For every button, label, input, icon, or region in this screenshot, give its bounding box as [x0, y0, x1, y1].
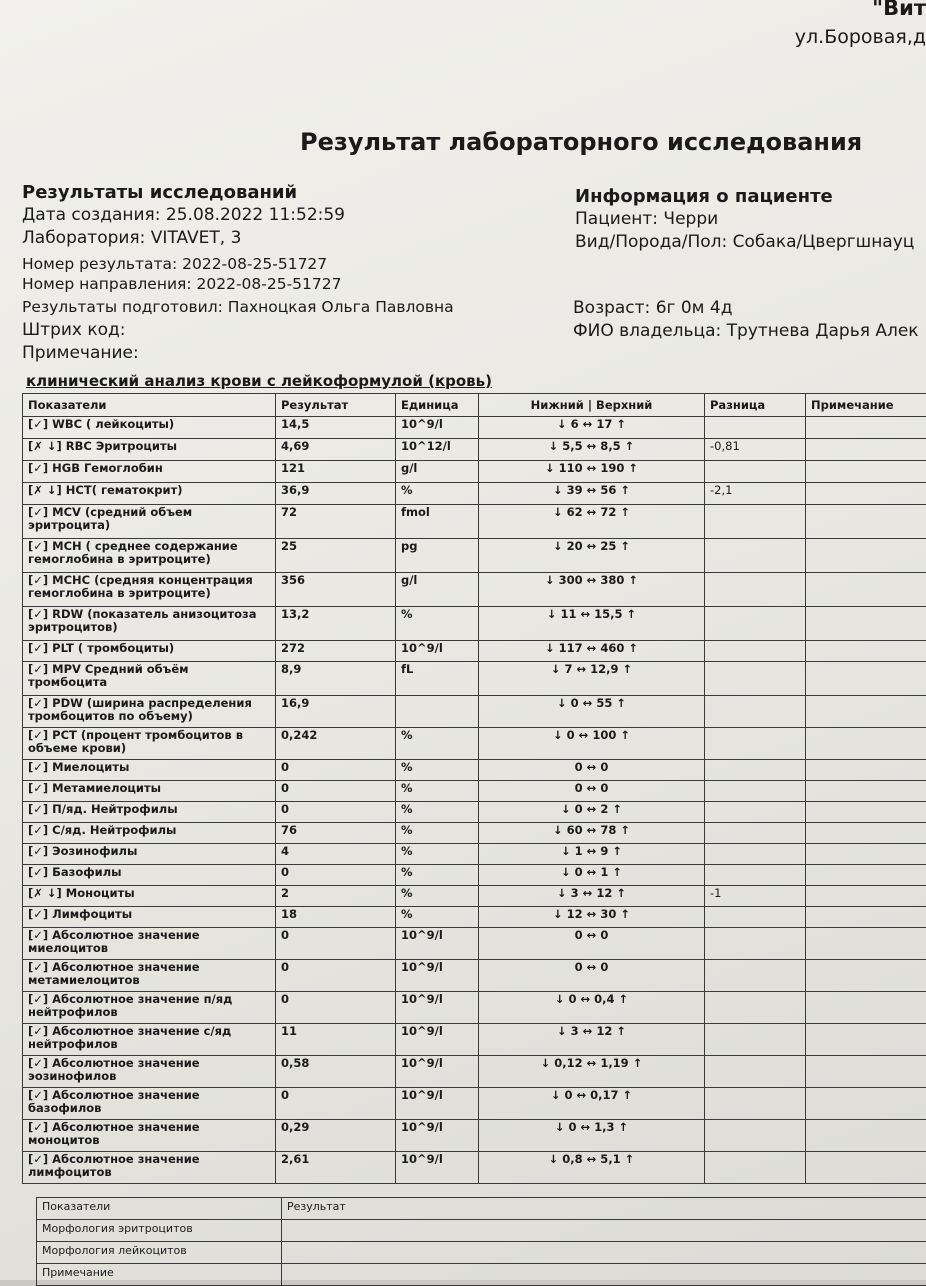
difference-cell [705, 1152, 806, 1184]
table-row [23, 573, 926, 607]
indicator-cell: [✓] Метамиелоциты [23, 781, 276, 802]
range-cell: ↓ 5,5 ↔ 8,5 ↑ [479, 439, 705, 461]
indicator-cell: [✓] П/яд. Нейтрофилы [23, 802, 276, 823]
note-cell [806, 607, 926, 641]
result-cell: 0 [276, 802, 396, 823]
range-cell: ↓ 1 ↔ 9 ↑ [479, 844, 705, 865]
indicator-cell: [✗ ↓] RBC Эритроциты [23, 439, 276, 461]
indicator-cell: [✓] Абсолютное значение эозинофилов [23, 1056, 276, 1088]
prepared-by: Результаты подготовил: Пахноцкая Ольга Павловна [22, 298, 454, 316]
table-caption: клинический анализ крови с лейкоформулой (кровь) [26, 372, 492, 390]
note-cell [806, 1088, 926, 1120]
unit-cell: fmol [396, 505, 479, 539]
note-cell [806, 662, 926, 696]
unit-cell: 10^9/l [396, 928, 479, 960]
indicator-cell: [✓] Базофилы [23, 865, 276, 886]
table-row [23, 505, 926, 539]
morphology-label: Примечание [37, 1264, 282, 1286]
table-row [23, 823, 926, 844]
range-cell: 0 ↔ 0 [479, 760, 705, 781]
table-row [23, 417, 926, 439]
range-cell: ↓ 20 ↔ 25 ↑ [479, 539, 705, 573]
results-table [22, 393, 926, 1184]
indicator-cell: [✓] Абсолютное значение лимфоцитов [23, 1152, 276, 1184]
unit-cell: 10^9/l [396, 960, 479, 992]
morphology-row [37, 1220, 926, 1242]
unit-cell [396, 696, 479, 728]
range-cell: ↓ 0 ↔ 0,17 ↑ [479, 1088, 705, 1120]
note-cell [806, 960, 926, 992]
result-cell: 0 [276, 928, 396, 960]
result-cell: 356 [276, 573, 396, 607]
unit-cell: % [396, 781, 479, 802]
range-cell: ↓ 60 ↔ 78 ↑ [479, 823, 705, 844]
range-cell: ↓ 110 ↔ 190 ↑ [479, 461, 705, 483]
morphology-table [36, 1197, 926, 1286]
table-row [23, 483, 926, 505]
range-cell: ↓ 0,12 ↔ 1,19 ↑ [479, 1056, 705, 1088]
indicator-cell: [✓] RDW (показатель анизоцитоза эритроцитов) [23, 607, 276, 641]
patient-species: Вид/Порода/Пол: Собака/Цвергшнауц [575, 232, 914, 252]
difference-cell [705, 539, 806, 573]
difference-cell [705, 1088, 806, 1120]
result-cell: 16,9 [276, 696, 396, 728]
table-row [23, 928, 926, 960]
result-number: Номер результата: 2022-08-25-51727 [22, 255, 327, 273]
result-cell: 2 [276, 886, 396, 907]
difference-cell [705, 728, 806, 760]
unit-cell: % [396, 886, 479, 907]
referral-number: Номер направления: 2022-08-25-51727 [22, 275, 341, 293]
result-cell: 0 [276, 760, 396, 781]
result-cell: 4,69 [276, 439, 396, 461]
table-row [23, 865, 926, 886]
result-cell: 18 [276, 907, 396, 928]
indicator-cell: [✓] WBC ( лейкоциты) [23, 417, 276, 439]
result-cell: 0,29 [276, 1120, 396, 1152]
note-cell [806, 439, 926, 461]
result-cell: 13,2 [276, 607, 396, 641]
indicator-cell: [✓] MPV Средний объём тромбоцита [23, 662, 276, 696]
unit-cell: g/l [396, 461, 479, 483]
table-row [23, 992, 926, 1024]
patient-name: Пациент: Черри [575, 209, 718, 229]
range-cell: ↓ 0 ↔ 1 ↑ [479, 865, 705, 886]
table-row [23, 696, 926, 728]
laboratory: Лаборатория: VITAVET, 3 [22, 228, 241, 248]
result-cell: 121 [276, 461, 396, 483]
range-cell: ↓ 0 ↔ 1,3 ↑ [479, 1120, 705, 1152]
results-heading: Результаты исследований [22, 182, 297, 203]
range-cell: ↓ 0 ↔ 100 ↑ [479, 728, 705, 760]
difference-cell [705, 696, 806, 728]
indicator-cell: [✗ ↓] Моноциты [23, 886, 276, 907]
table-row [23, 728, 926, 760]
difference-cell [705, 573, 806, 607]
table-row [23, 844, 926, 865]
indicator-cell: [✓] MCHC (средняя концентрация гемоглобина в эритроците) [23, 573, 276, 607]
unit-cell: % [396, 607, 479, 641]
unit-cell: 10^9/l [396, 1120, 479, 1152]
difference-cell [705, 662, 806, 696]
result-cell: 0,242 [276, 728, 396, 760]
difference-cell [705, 641, 806, 662]
range-cell: ↓ 0 ↔ 0,4 ↑ [479, 992, 705, 1024]
unit-cell: % [396, 907, 479, 928]
clinic-address: ул.Боровая,д [795, 26, 926, 48]
difference-cell [705, 865, 806, 886]
result-cell: 272 [276, 641, 396, 662]
range-cell: 0 ↔ 0 [479, 781, 705, 802]
result-cell: 11 [276, 1024, 396, 1056]
result-cell: 72 [276, 505, 396, 539]
unit-cell: % [396, 865, 479, 886]
indicator-cell: [✓] Абсолютное значение моноцитов [23, 1120, 276, 1152]
morphology-col-indicator: Показатели [37, 1198, 282, 1220]
unit-cell: % [396, 844, 479, 865]
unit-cell: % [396, 760, 479, 781]
result-cell: 0 [276, 781, 396, 802]
table-header-row [23, 394, 926, 417]
range-cell: ↓ 300 ↔ 380 ↑ [479, 573, 705, 607]
difference-cell [705, 992, 806, 1024]
table-row [23, 907, 926, 928]
col-header-unit: Единица [396, 394, 479, 417]
note-cell [806, 992, 926, 1024]
table-row [23, 641, 926, 662]
indicator-cell: [✓] Эозинофилы [23, 844, 276, 865]
note-cell [806, 1056, 926, 1088]
table-row [23, 1152, 926, 1184]
range-cell: ↓ 0 ↔ 2 ↑ [479, 802, 705, 823]
table-row [23, 1120, 926, 1152]
col-header-note: Примечание [806, 394, 926, 417]
difference-cell: -1 [705, 886, 806, 907]
difference-cell [705, 802, 806, 823]
indicator-cell: [✓] Абсолютное значение п/яд нейтрофилов [23, 992, 276, 1024]
table-row [23, 1056, 926, 1088]
result-cell: 0 [276, 992, 396, 1024]
unit-cell: % [396, 802, 479, 823]
note-cell [806, 886, 926, 907]
difference-cell [705, 461, 806, 483]
morphology-header-row [37, 1198, 926, 1220]
result-cell: 0,58 [276, 1056, 396, 1088]
unit-cell: g/l [396, 573, 479, 607]
range-cell: ↓ 3 ↔ 12 ↑ [479, 886, 705, 907]
morphology-value [282, 1242, 926, 1264]
result-cell: 76 [276, 823, 396, 844]
created-date: Дата создания: 25.08.2022 11:52:59 [22, 205, 345, 225]
difference-cell [705, 1120, 806, 1152]
table-row [23, 607, 926, 641]
table-row [23, 539, 926, 573]
note-cell [806, 760, 926, 781]
result-cell: 4 [276, 844, 396, 865]
difference-cell [705, 417, 806, 439]
unit-cell: 10^12/l [396, 439, 479, 461]
indicator-cell: [✓] С/яд. Нейтрофилы [23, 823, 276, 844]
table-row [23, 886, 926, 907]
note-cell [806, 573, 926, 607]
table-row [23, 781, 926, 802]
unit-cell: 10^9/l [396, 417, 479, 439]
note-cell [806, 641, 926, 662]
clinic-name: "Вит [872, 0, 926, 20]
table-row [23, 760, 926, 781]
difference-cell [705, 844, 806, 865]
table-row [23, 1088, 926, 1120]
unit-cell: 10^9/l [396, 1152, 479, 1184]
unit-cell: 10^9/l [396, 1024, 479, 1056]
indicator-cell: [✓] Миелоциты [23, 760, 276, 781]
note-cell [806, 865, 926, 886]
result-cell: 8,9 [276, 662, 396, 696]
difference-cell [705, 1056, 806, 1088]
note-cell [806, 907, 926, 928]
range-cell: ↓ 0 ↔ 55 ↑ [479, 696, 705, 728]
difference-cell [705, 928, 806, 960]
indicator-cell: [✗ ↓] HCT( гематокрит) [23, 483, 276, 505]
note-cell [806, 461, 926, 483]
morphology-row [37, 1242, 926, 1264]
unit-cell: 10^9/l [396, 1088, 479, 1120]
range-cell: 0 ↔ 0 [479, 960, 705, 992]
result-cell: 0 [276, 1088, 396, 1120]
note-cell [806, 539, 926, 573]
unit-cell: 10^9/l [396, 1056, 479, 1088]
unit-cell: fL [396, 662, 479, 696]
range-cell: ↓ 39 ↔ 56 ↑ [479, 483, 705, 505]
note-cell [806, 802, 926, 823]
indicator-cell: [✓] Абсолютное значение базофилов [23, 1088, 276, 1120]
unit-cell: % [396, 483, 479, 505]
range-cell: ↓ 117 ↔ 460 ↑ [479, 641, 705, 662]
note-cell [806, 696, 926, 728]
result-cell: 0 [276, 865, 396, 886]
barcode-label: Штрих код: [22, 320, 126, 340]
unit-cell: 10^9/l [396, 641, 479, 662]
indicator-cell: [✓] Лимфоциты [23, 907, 276, 928]
indicator-cell: [✓] Абсолютное значение метамиелоцитов [23, 960, 276, 992]
patient-age: Возраст: 6г 0м 4д [573, 298, 732, 318]
note-cell [806, 781, 926, 802]
difference-cell [705, 760, 806, 781]
table-row [23, 802, 926, 823]
result-cell: 2,61 [276, 1152, 396, 1184]
range-cell: ↓ 7 ↔ 12,9 ↑ [479, 662, 705, 696]
unit-cell: % [396, 728, 479, 760]
table-row [23, 1024, 926, 1056]
morphology-value [282, 1264, 926, 1286]
indicator-cell: [✓] PDW (ширина распределения тромбоцитов по объему) [23, 696, 276, 728]
unit-cell: 10^9/l [396, 992, 479, 1024]
table-row [23, 461, 926, 483]
col-header-indicator: Показатели [23, 394, 276, 417]
indicator-cell: [✓] PCT (процент тромбоцитов в объеме крови) [23, 728, 276, 760]
range-cell: ↓ 6 ↔ 17 ↑ [479, 417, 705, 439]
range-cell: 0 ↔ 0 [479, 928, 705, 960]
note-cell [806, 417, 926, 439]
note-cell [806, 823, 926, 844]
col-header-result: Результат [276, 394, 396, 417]
result-cell: 25 [276, 539, 396, 573]
indicator-cell: [✓] MCH ( среднее содержание гемоглобина в эритроците) [23, 539, 276, 573]
table-row [23, 960, 926, 992]
range-cell: ↓ 0,8 ↔ 5,1 ↑ [479, 1152, 705, 1184]
difference-cell [705, 823, 806, 844]
note-cell [806, 505, 926, 539]
morphology-col-result: Результат [282, 1198, 926, 1220]
patient-heading: Информация о пациенте [575, 186, 833, 207]
difference-cell: -0,81 [705, 439, 806, 461]
table-row [23, 662, 926, 696]
note-cell [806, 844, 926, 865]
difference-cell [705, 607, 806, 641]
result-cell: 36,9 [276, 483, 396, 505]
result-cell: 14,5 [276, 417, 396, 439]
morphology-row [37, 1264, 926, 1286]
indicator-cell: [✓] Абсолютное значение миелоцитов [23, 928, 276, 960]
note-label: Примечание: [22, 343, 139, 363]
morphology-label: Морфология эритроцитов [37, 1220, 282, 1242]
note-cell [806, 483, 926, 505]
indicator-cell: [✓] PLT ( тромбоциты) [23, 641, 276, 662]
range-cell: ↓ 12 ↔ 30 ↑ [479, 907, 705, 928]
table-row [23, 439, 926, 461]
indicator-cell: [✓] MCV (средний объем эритроцита) [23, 505, 276, 539]
note-cell [806, 1024, 926, 1056]
range-cell: ↓ 3 ↔ 12 ↑ [479, 1024, 705, 1056]
note-cell [806, 728, 926, 760]
difference-cell [705, 907, 806, 928]
note-cell [806, 928, 926, 960]
difference-cell [705, 1024, 806, 1056]
difference-cell [705, 505, 806, 539]
unit-cell: pg [396, 539, 479, 573]
document-title: Результат лабораторного исследования [300, 128, 862, 156]
note-cell [806, 1120, 926, 1152]
difference-cell [705, 781, 806, 802]
note-cell [806, 1152, 926, 1184]
owner-name: ФИО владельца: Трутнева Дарья Алек [573, 321, 919, 341]
unit-cell: % [396, 823, 479, 844]
col-header-difference: Разница [705, 394, 806, 417]
result-cell: 0 [276, 960, 396, 992]
indicator-cell: [✓] Абсолютное значение с/яд нейтрофилов [23, 1024, 276, 1056]
morphology-value [282, 1220, 926, 1242]
morphology-label: Морфология лейкоцитов [37, 1242, 282, 1264]
difference-cell [705, 960, 806, 992]
difference-cell: -2,1 [705, 483, 806, 505]
range-cell: ↓ 11 ↔ 15,5 ↑ [479, 607, 705, 641]
range-cell: ↓ 62 ↔ 72 ↑ [479, 505, 705, 539]
col-header-range: Нижний | Верхний [479, 394, 705, 417]
indicator-cell: [✓] HGB Гемоглобин [23, 461, 276, 483]
